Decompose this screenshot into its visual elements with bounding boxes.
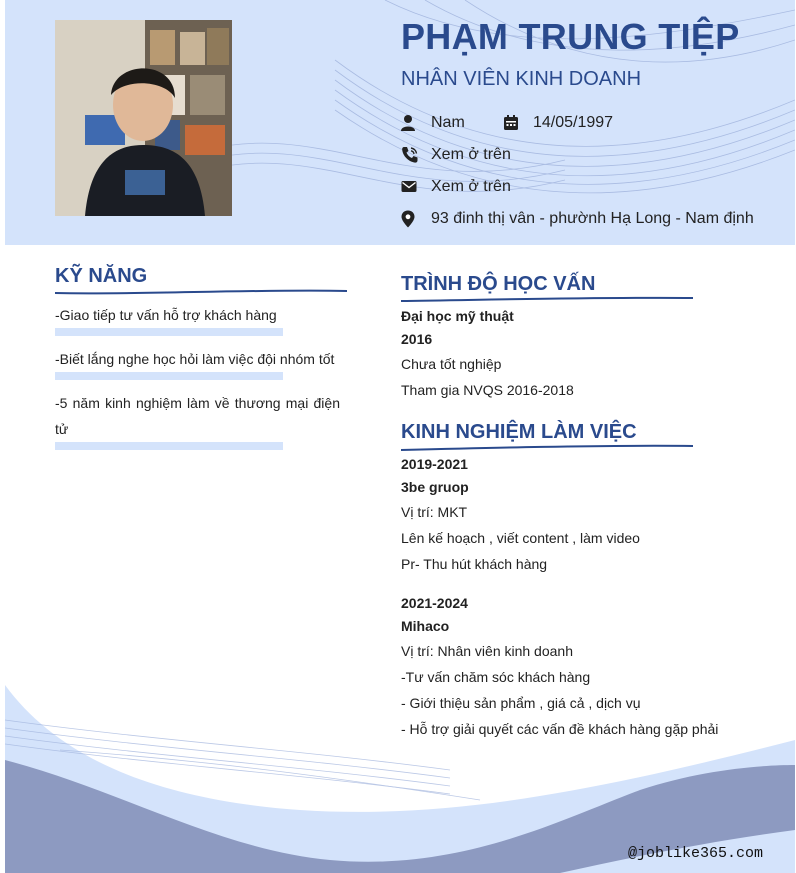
skill-bar: [55, 328, 283, 336]
job-line: Lên kế hoạch , viết content , làm video: [401, 530, 640, 546]
skill-bar: [55, 442, 283, 450]
phone-text: Xem ở trên: [431, 146, 511, 163]
experience-title-underline: [401, 442, 696, 452]
calendar-icon: [503, 114, 521, 132]
skill-item: -Biết lắng nghe học hỏi làm việc đội nhóm tốt: [55, 351, 335, 367]
gender-text: Nam: [431, 114, 465, 131]
job-company: Mihaco: [401, 618, 450, 634]
address-text: 93 đinh thị vân - phườnh Hạ Long - Nam định: [431, 210, 754, 227]
job-line: Pr- Thu hút khách hàng: [401, 556, 548, 572]
job-line: - Hỗ trợ giải quyết các vấn đề khách hàng gặp phải: [401, 721, 719, 737]
user-icon: [401, 114, 419, 132]
skill-bar: [55, 372, 283, 380]
birthday-text: 14/05/1997: [533, 114, 614, 131]
job-title: NHÂN VIÊN KINH DOANH: [401, 68, 642, 90]
education-line: Tham gia NVQS 2016-2018: [401, 382, 574, 398]
education-year: 2016: [401, 331, 433, 347]
brand-watermark: @joblike365.com: [628, 845, 764, 862]
job-line: - Giới thiệu sản phẩm , giá cả , dịch vụ: [401, 695, 641, 711]
skill-item: -5 năm kinh nghiệm làm về thương mại điện tử: [55, 395, 340, 437]
experience-title: KINH NGHIỆM LÀM VIỆC: [401, 421, 637, 443]
candidate-name: PHẠM TRUNG TIỆP: [401, 16, 740, 57]
phone-icon: [401, 146, 419, 164]
job-period: 2019-2021: [401, 456, 468, 472]
skill-item: -Giao tiếp tư vấn hỗ trợ khách hàng: [55, 307, 277, 323]
education-title: TRÌNH ĐỘ HỌC VẤN: [401, 273, 596, 295]
skills-title: KỸ NĂNG: [55, 265, 148, 287]
education-title-underline: [401, 294, 696, 304]
job-period: 2021-2024: [401, 595, 468, 611]
job-company: 3be gruop: [401, 479, 469, 495]
education-school: Đại học mỹ thuật: [401, 308, 514, 324]
email-text: Xem ở trên: [431, 178, 511, 195]
location-icon: [401, 210, 419, 228]
profile-photo: [55, 20, 232, 216]
job-line: Vị trí: Nhân viên kinh doanh: [401, 643, 573, 659]
job-line: Vị trí: MKT: [401, 504, 468, 520]
job-line: -Tư vấn chăm sóc khách hàng: [401, 669, 591, 685]
education-line: Chưa tốt nghiệp: [401, 356, 502, 372]
skills-title-underline: [55, 287, 350, 297]
email-icon: [401, 178, 419, 196]
